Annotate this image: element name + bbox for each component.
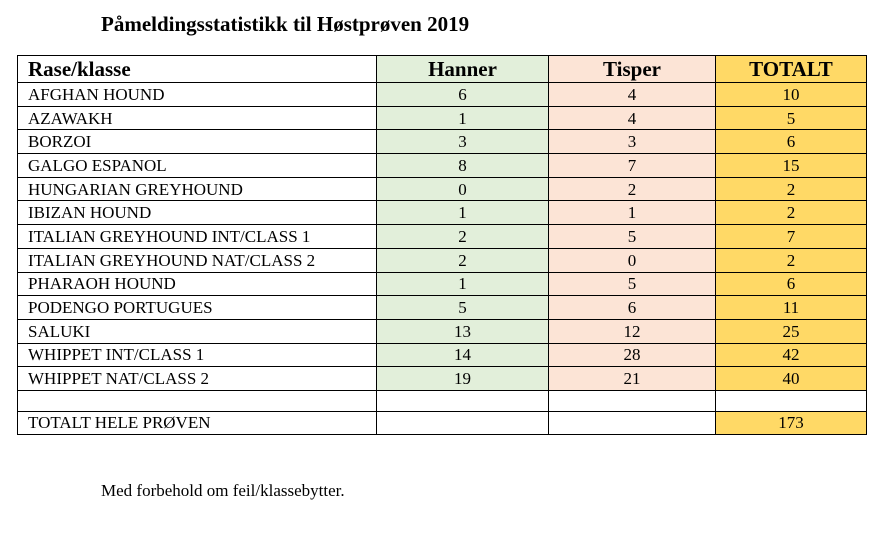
cell-hanner: 13 xyxy=(377,319,549,343)
blank-row xyxy=(18,390,867,411)
cell-rase: HUNGARIAN GREYHOUND xyxy=(18,177,377,201)
cell-tisper: 5 xyxy=(549,272,716,296)
cell-hanner: 2 xyxy=(377,248,549,272)
table-row xyxy=(18,154,867,178)
header-rase: Rase/klasse xyxy=(18,56,377,83)
blank-cell xyxy=(18,390,377,411)
blank-cell xyxy=(716,390,867,411)
cell-rase: BORZOI xyxy=(18,130,377,154)
cell-hanner: 1 xyxy=(377,201,549,225)
table-row xyxy=(18,296,867,320)
cell-rase: ITALIAN GREYHOUND INT/CLASS 1 xyxy=(18,225,377,249)
cell-tisper: 28 xyxy=(549,343,716,367)
cell-hanner: 2 xyxy=(377,225,549,249)
disclaimer-note: Med forbehold om feil/klassebytter. xyxy=(101,481,345,500)
cell-rase: ITALIAN GREYHOUND NAT/CLASS 2 xyxy=(18,248,377,272)
blank-cell xyxy=(549,390,716,411)
cell-hanner: 14 xyxy=(377,343,549,367)
cell-rase: AZAWAKH xyxy=(18,106,377,130)
cell-total: 6 xyxy=(716,272,867,296)
table-row xyxy=(18,248,867,272)
header-hanner: Hanner xyxy=(377,56,549,83)
page-title: Påmeldingsstatistikk til Høstprøven 2019 xyxy=(101,12,470,36)
cell-total: 40 xyxy=(716,367,867,391)
cell-tisper: 5 xyxy=(549,225,716,249)
table-row xyxy=(18,367,867,391)
table-header-row xyxy=(18,56,867,83)
cell-tisper: 6 xyxy=(549,296,716,320)
cell-hanner: 3 xyxy=(377,130,549,154)
grand-total-hanner-empty xyxy=(377,411,549,434)
grand-total-label: TOTALT HELE PRØVEN xyxy=(18,411,377,434)
table-row xyxy=(18,201,867,225)
cell-total: 42 xyxy=(716,343,867,367)
grand-total-row xyxy=(18,411,867,434)
table-row xyxy=(18,343,867,367)
cell-rase: PODENGO PORTUGUES xyxy=(18,296,377,320)
cell-rase: WHIPPET NAT/CLASS 2 xyxy=(18,367,377,391)
cell-tisper: 2 xyxy=(549,177,716,201)
cell-hanner: 1 xyxy=(377,272,549,296)
header-tisper: Tisper xyxy=(549,56,716,83)
table-row xyxy=(18,225,867,249)
cell-tisper: 4 xyxy=(549,83,716,107)
grand-total-value: 173 xyxy=(716,411,867,434)
blank-cell xyxy=(377,390,549,411)
cell-total: 10 xyxy=(716,83,867,107)
header-total: TOTALT xyxy=(716,56,867,83)
cell-tisper: 1 xyxy=(549,201,716,225)
cell-rase: WHIPPET INT/CLASS 1 xyxy=(18,343,377,367)
table-row xyxy=(18,130,867,154)
cell-total: 2 xyxy=(716,177,867,201)
cell-rase: SALUKI xyxy=(18,319,377,343)
grand-total-tisper-empty xyxy=(549,411,716,434)
cell-total: 2 xyxy=(716,248,867,272)
cell-total: 7 xyxy=(716,225,867,249)
cell-total: 2 xyxy=(716,201,867,225)
cell-rase: GALGO ESPANOL xyxy=(18,154,377,178)
table-row xyxy=(18,272,867,296)
cell-tisper: 12 xyxy=(549,319,716,343)
cell-tisper: 3 xyxy=(549,130,716,154)
cell-rase: PHARAOH HOUND xyxy=(18,272,377,296)
cell-tisper: 21 xyxy=(549,367,716,391)
cell-hanner: 5 xyxy=(377,296,549,320)
table-row xyxy=(18,83,867,107)
cell-tisper: 4 xyxy=(549,106,716,130)
cell-total: 11 xyxy=(716,296,867,320)
cell-tisper: 0 xyxy=(549,248,716,272)
cell-total: 15 xyxy=(716,154,867,178)
cell-hanner: 1 xyxy=(377,106,549,130)
cell-hanner: 0 xyxy=(377,177,549,201)
cell-hanner: 19 xyxy=(377,367,549,391)
cell-tisper: 7 xyxy=(549,154,716,178)
table-row xyxy=(18,177,867,201)
cell-total: 6 xyxy=(716,130,867,154)
cell-rase: IBIZAN HOUND xyxy=(18,201,377,225)
cell-total: 25 xyxy=(716,319,867,343)
cell-hanner: 6 xyxy=(377,83,549,107)
cell-rase: AFGHAN HOUND xyxy=(18,83,377,107)
cell-hanner: 8 xyxy=(377,154,549,178)
table-row xyxy=(18,319,867,343)
registration-stats-table xyxy=(17,55,867,435)
cell-total: 5 xyxy=(716,106,867,130)
table-row xyxy=(18,106,867,130)
